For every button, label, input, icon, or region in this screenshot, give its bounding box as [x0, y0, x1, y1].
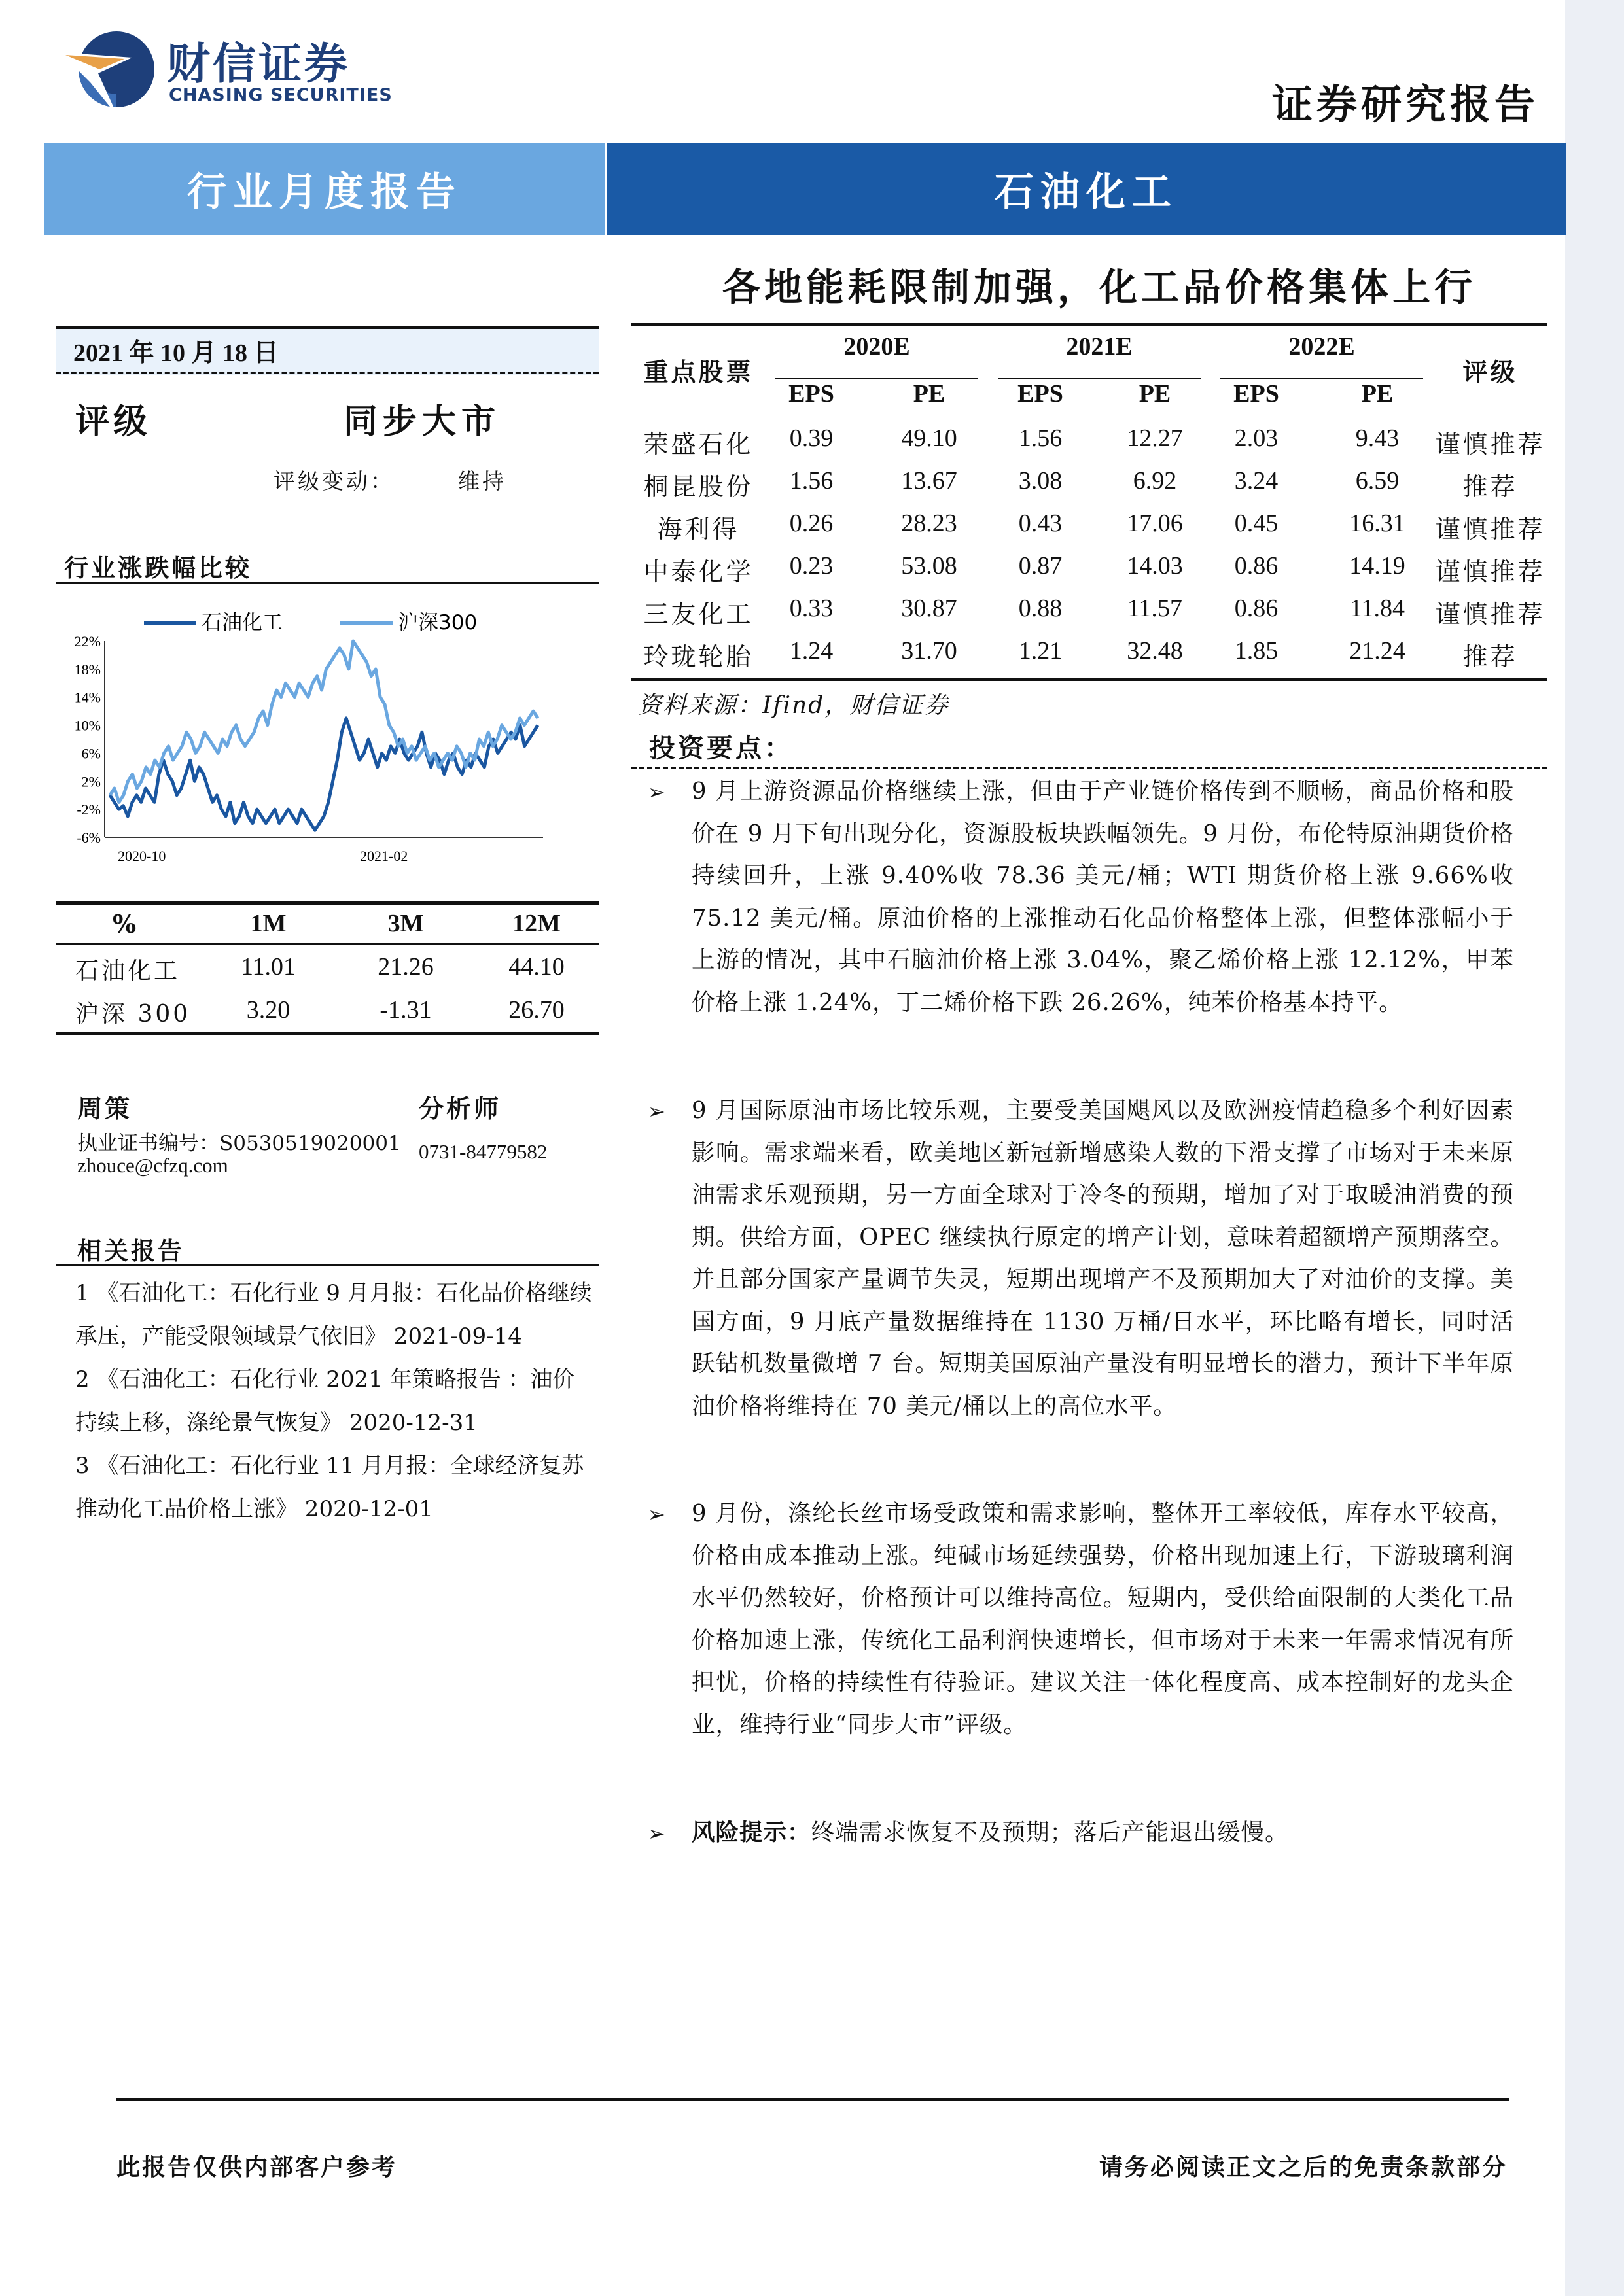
- stock-cell: 21.24: [1349, 637, 1405, 665]
- y-tick-label: 10%: [74, 717, 101, 734]
- perf-table-mid-rule: [56, 943, 599, 945]
- stock-cell: 11.84: [1349, 595, 1405, 622]
- stock-cell: 3.08: [1018, 467, 1063, 495]
- analyst-phone: 0731-84779582: [419, 1140, 548, 1163]
- logo-text-cn: 财信证券: [167, 39, 350, 89]
- stock-cell: 16.31: [1349, 510, 1405, 537]
- related-reports-title: 相关报告: [77, 1236, 185, 1265]
- stock-cell: 11.57: [1127, 595, 1183, 622]
- sub-header-eps: EPS: [1017, 380, 1063, 408]
- rating-change-value: 维持: [458, 468, 506, 494]
- perf-table-top-rule: [56, 901, 599, 905]
- stock-cell: 0.86: [1234, 552, 1279, 580]
- stock-table-bottom-rule: [631, 678, 1547, 681]
- related-report-item[interactable]: 1 《石油化工：石化行业 9 月月报：石化品价格继续承压，产能受限领域景气依旧》 2021-09-14: [75, 1280, 592, 1349]
- perf-cell: 11.01: [240, 953, 296, 981]
- stock-rating: 谨慎推荐: [1435, 515, 1545, 544]
- footer-rule: [116, 2098, 1509, 2101]
- stock-table-top-rule: [631, 323, 1547, 326]
- stock-col-name: 重点股票: [643, 357, 754, 387]
- x-tick-label: 2020-10: [118, 848, 166, 864]
- analyst-email[interactable]: zhouce@cfzq.com: [77, 1154, 228, 1177]
- stock-cell: 0.87: [1018, 552, 1063, 580]
- perf-header-12m: 12M: [512, 910, 561, 937]
- stock-name: 中泰化学: [643, 557, 754, 586]
- stock-cell: 14.19: [1349, 552, 1405, 580]
- stock-cell: 1.85: [1234, 637, 1279, 665]
- stock-name: 三友化工: [643, 600, 754, 629]
- stock-cell: 2.03: [1234, 425, 1279, 452]
- perf-cell: 44.10: [508, 953, 565, 981]
- performance-chart: [59, 589, 556, 883]
- stock-cell: 14.03: [1127, 552, 1183, 580]
- divider: [56, 582, 599, 584]
- perf-header-pct: %: [112, 909, 137, 939]
- banner-right-text: 石油化工: [995, 169, 1178, 215]
- stock-cell: 49.10: [901, 425, 957, 452]
- stock-cell: 1.56: [1018, 425, 1063, 452]
- side-strip: [1565, 0, 1624, 2296]
- comparison-title: 行业涨跌幅比较: [64, 553, 252, 582]
- rating-change-label: 评级变动：: [274, 468, 395, 494]
- y-tick-label: -2%: [77, 801, 101, 818]
- key-points-title: 投资要点：: [649, 733, 793, 763]
- analyst-name: 周策: [77, 1094, 133, 1123]
- stock-cell: 6.92: [1133, 467, 1177, 495]
- stock-cell: 1.24: [789, 637, 834, 665]
- sub-header-pe: PE: [913, 380, 945, 408]
- year-header-2022: 2022E: [1288, 333, 1355, 360]
- stock-rating: 推荐: [1462, 642, 1518, 671]
- divider: [56, 1264, 599, 1266]
- series-line-1: [110, 641, 538, 802]
- y-tick-label: 22%: [74, 633, 101, 650]
- year-header-2021: 2021E: [1066, 333, 1133, 360]
- stock-rating: 谨慎推荐: [1435, 600, 1545, 629]
- logo-text-en: CHASING SECURITIES: [169, 85, 393, 105]
- logo-mark-icon: [59, 26, 157, 118]
- related-report-item[interactable]: 2 《石油化工：石化行业 2021 年策略报告 ：油价持续上移，涤纶景气恢复》 2020-12-31: [75, 1366, 575, 1436]
- report-type: 证券研究报告: [1271, 80, 1539, 128]
- stock-cell: 3.24: [1234, 467, 1279, 495]
- x-tick-label: 2021-02: [360, 848, 408, 864]
- y-tick-label: 14%: [74, 689, 101, 706]
- key-point-paragraph: 9 月国际原油市场比较乐观，主要受美国飓风以及欧洲疫情趋稳多个利好因素影响。需求端来看，欧美地区新冠新增感染人数的下滑支撑了市场对于未来原油需求乐观预期，另一方面全球对于冷冬的预期，增加了对于取暖油消费的预期。供给方面，OPEC 继续执行原定的增产计划，意味着超额增产预期落空。并且部分国家产量调节失灵，短期出现增产不及预期加大了对油价的支撑。美国方面，9 月底产量数据维持在 1130 万桶/日水平，环比略有增长，同时活跃钻机数量微增 7 台。短期美国原油产量没有明显增长的潜力，预计下半年原油价格将维持在 70 美元/桶以上的高位水平。: [692, 1097, 1514, 1419]
- banner-report-category: [44, 143, 605, 235]
- stock-cell: 53.08: [901, 552, 957, 580]
- stock-cell: 32.48: [1127, 637, 1183, 665]
- bullet-arrow-icon: ➢: [648, 780, 665, 805]
- bullet-arrow-icon: ➢: [648, 1099, 665, 1124]
- rating-label: 评级: [75, 402, 152, 442]
- stock-cell: 12.27: [1127, 425, 1183, 452]
- bullet-arrow-icon: ➢: [648, 1821, 665, 1846]
- stock-name: 玲珑轮胎: [643, 642, 754, 671]
- banner-industry: [607, 143, 1566, 235]
- stock-rating: 推荐: [1462, 472, 1518, 501]
- stock-name: 荣盛石化: [643, 430, 754, 459]
- series-line-0: [110, 718, 538, 830]
- stock-name: 海利得: [657, 515, 740, 544]
- sub-header-eps: EPS: [788, 380, 834, 408]
- year-header-2020: 2020E: [843, 333, 910, 360]
- rating-value: 同步大市: [344, 402, 501, 442]
- perf-cell: -1.31: [380, 996, 432, 1024]
- stock-cell: 13.67: [901, 467, 957, 495]
- headline: 各地能耗限制加强，化工品价格集体上行: [722, 265, 1476, 309]
- stock-cell: 1.56: [789, 467, 834, 495]
- stock-cell: 6.59: [1355, 467, 1400, 495]
- divider: [631, 767, 1547, 769]
- banner-left-text: 行业月度报告: [187, 169, 462, 215]
- perf-row-name: 石油化工: [75, 958, 181, 984]
- bullet-arrow-icon: ➢: [648, 1502, 665, 1527]
- y-tick-label: -6%: [77, 829, 101, 846]
- perf-row-name: 沪深 300: [75, 1001, 191, 1028]
- stock-cell: 0.43: [1018, 510, 1063, 537]
- table-source: 资料来源：Ifind，财信证券: [638, 692, 949, 719]
- stock-cell: 30.87: [901, 595, 957, 622]
- analyst-title: 分析师: [419, 1094, 502, 1123]
- footer-left: 此报告仅供内部客户参考: [116, 2153, 398, 2181]
- analyst-cert: 执业证书编号：S0530519020001: [77, 1132, 401, 1155]
- stock-cell: 31.70: [901, 637, 957, 665]
- stock-cell: 17.06: [1127, 510, 1183, 537]
- sub-header-pe: PE: [1139, 380, 1171, 408]
- stock-cell: 0.45: [1234, 510, 1279, 537]
- stock-name: 桐昆股份: [643, 472, 754, 501]
- sub-header-eps: EPS: [1233, 380, 1279, 408]
- y-tick-label: 2%: [81, 773, 101, 790]
- stock-cell: 0.33: [789, 595, 834, 622]
- stock-col-rating: 评级: [1462, 357, 1518, 387]
- stock-cell: 0.39: [789, 425, 834, 452]
- stock-cell: 0.88: [1018, 595, 1063, 622]
- risk-text: 终端需求恢复不及预期；落后产能退出缓慢。: [811, 1819, 1289, 1846]
- stock-cell: 28.23: [901, 510, 957, 537]
- sub-header-pe: PE: [1361, 380, 1394, 408]
- stock-cell: 0.86: [1234, 595, 1279, 622]
- stock-rating: 谨慎推荐: [1435, 430, 1545, 459]
- stock-cell: 9.43: [1355, 425, 1400, 452]
- stock-cell: 0.26: [789, 510, 834, 537]
- report-date: 2021 年 10 月 18 日: [73, 339, 279, 367]
- perf-table-bottom-rule: [56, 1032, 599, 1035]
- divider: [56, 372, 599, 374]
- perf-cell: 26.70: [508, 996, 565, 1024]
- key-point-paragraph: 9 月上游资源品价格继续上涨，但由于产业链价格传到不顺畅，商品价格和股价在 9 月下旬出现分化，资源股板块跌幅领先。9 月份，布伦特原油期货价格持续回升，上涨 9.40%收 78.36 美元/桶；WTI 期货价格上涨 9.66%收 75.12 美元/桶。原油价格的上涨推动石化品价格整体上涨，但整体涨幅小于上游的情况，其中石脑油价格上涨 3.04%，聚乙烯价格上涨 12.12%，甲苯价格上涨 1.24%，丁二烯价格下跌 26.26%，纯苯价格基本持平。: [692, 778, 1514, 1016]
- perf-cell: 21.26: [378, 953, 434, 981]
- risk-label: 风险提示：: [692, 1819, 811, 1846]
- footer-right: 请务必阅读正文之后的免责条款部分: [1099, 2153, 1508, 2181]
- perf-cell: 3.20: [246, 996, 291, 1024]
- key-point-paragraph: 9 月份，涤纶长丝市场受政策和需求影响，整体开工率较低，库存水平较高，价格由成本推动上涨。纯碱市场延续强势，价格出现加速上行，下游玻璃利润水平仍然较好，价格预计可以维持高位。短期内，受供给面限制的大类化工品价格加速上涨，传统化工品利润快速增长，但市场对于未来一年需求情况有所担忧，价格的持续性有待验证。建议关注一体化程度高、成本控制好的龙头企业，维持行业“同步大市”评级。: [692, 1500, 1514, 1738]
- stock-cell: 0.23: [789, 552, 834, 580]
- perf-header-3m: 3M: [387, 910, 424, 937]
- y-tick-label: 6%: [81, 745, 101, 762]
- legend-label: 石油化工: [202, 611, 283, 635]
- legend-label: 沪深300: [398, 611, 478, 635]
- perf-header-1m: 1M: [250, 910, 287, 937]
- risk-paragraph: [692, 1812, 1514, 1854]
- y-tick-label: 18%: [74, 661, 101, 678]
- stock-cell: 1.21: [1018, 637, 1063, 665]
- stock-rating: 谨慎推荐: [1435, 557, 1545, 586]
- related-report-item[interactable]: 3 《石油化工：石化行业 11 月月报：全球经济复苏推动化工品价格上涨》 2020-12-01: [75, 1453, 584, 1522]
